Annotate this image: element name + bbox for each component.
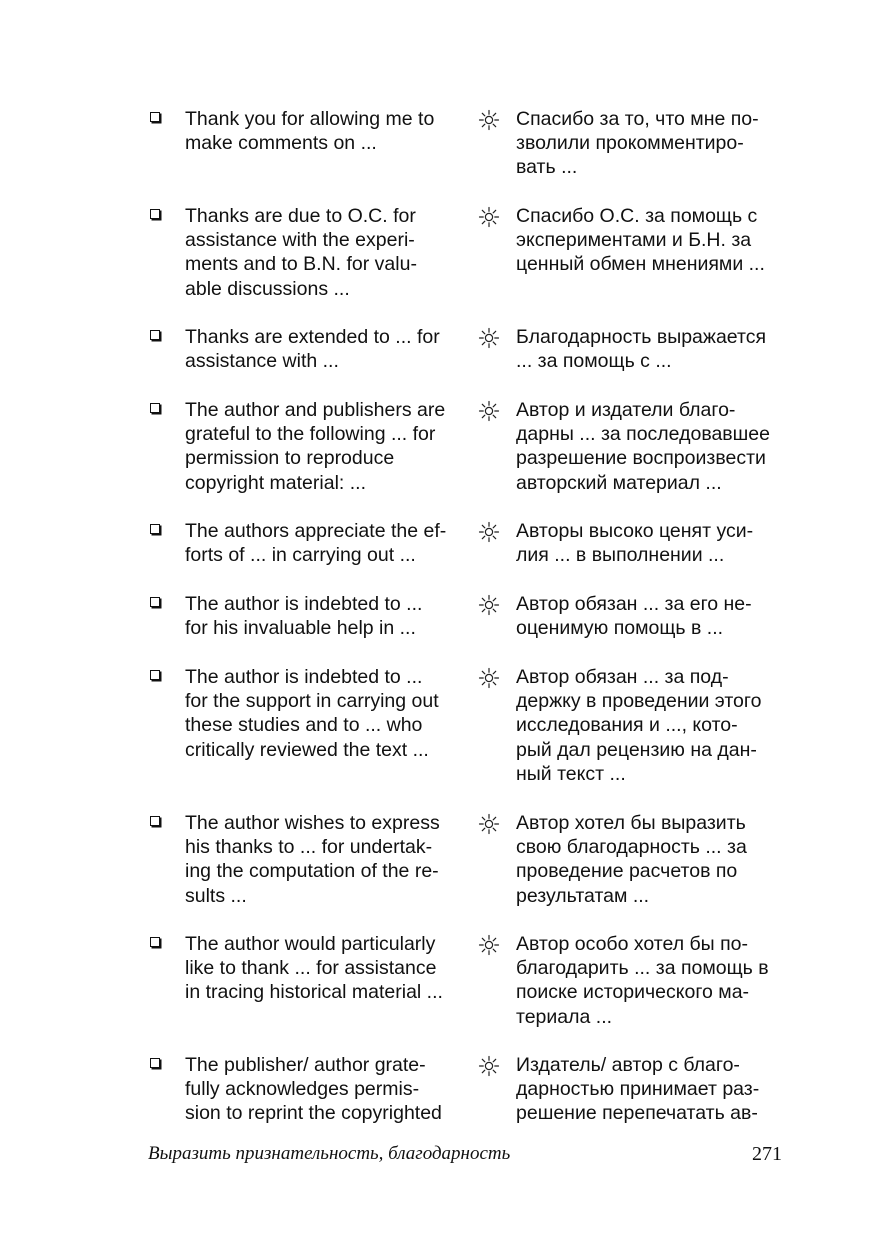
sun-icon [478, 206, 500, 228]
checkbox-square-icon [150, 1058, 160, 1068]
checkbox-square-icon [150, 209, 160, 219]
checkbox-square-icon [150, 112, 160, 122]
english-phrase: The author would particularly like to thank ... for assistance in tracing historical material ... [185, 933, 443, 1004]
russian-translation: Авторы высоко ценят уси- лия ... в выполнении ... [516, 520, 754, 567]
english-phrase: Thanks are due to O.C. for assistance with the experi- ments and to B.N. for valu- able discussions ... [185, 205, 417, 300]
english-phrase: The author and publishers are grateful to the following ... for permission to reproduce copyright material: ... [185, 399, 446, 494]
english-phrase: The publisher/ author grate- fully acknowledges permis- sion to reprint the copyrighted [185, 1054, 442, 1125]
russian-translation: Автор особо хотел бы по- благодарить ... за помощь в поиске исторического ма- териала ... [516, 933, 769, 1028]
sun-icon [478, 521, 500, 543]
russian-translation: Автор обязан ... за под- держку в проведении этого исследования и ..., кото- рый дал рецензию на дан- ный текст ... [516, 666, 762, 785]
sun-icon [478, 327, 500, 349]
sun-icon [478, 1055, 500, 1077]
checkbox-square-icon [150, 597, 160, 607]
english-phrase: Thanks are extended to ... for assistance with ... [185, 326, 440, 373]
russian-translation: Спасибо за то, что мне по- зволили прокомментиро- вать ... [516, 108, 759, 179]
sun-icon [478, 934, 500, 956]
checkbox-square-icon [150, 403, 160, 413]
sun-icon [478, 109, 500, 131]
russian-translation: Благодарность выражается ... за помощь с ... [516, 326, 767, 373]
sun-icon [478, 813, 500, 835]
english-phrase: The author is indebted to ... for the support in carrying out these studies and to ... who critically reviewed the text ... [185, 666, 439, 761]
checkbox-square-icon [150, 937, 160, 947]
russian-translation: Издатель/ автор с благо- дарностью принимает раз- решение перепечатать ав- [516, 1054, 760, 1125]
page-number: 271 [752, 1143, 782, 1165]
running-footer-title: Выразить признательность, благодарность [148, 1143, 511, 1164]
sun-icon [478, 667, 500, 689]
sun-icon [478, 400, 500, 422]
russian-translation: Автор обязан ... за его не- оценимую помощь в ... [516, 593, 752, 640]
english-phrase: Thank you for allowing me to make comments on ... [185, 108, 435, 155]
sun-icon [478, 594, 500, 616]
checkbox-square-icon [150, 670, 160, 680]
english-phrase: The author wishes to express his thanks to ... for undertak- ing the computation of the re- sults ... [185, 812, 440, 907]
checkbox-square-icon [150, 330, 160, 340]
russian-translation: Спасибо О.С. за помощь с экспериментами и Б.Н. за ценный обмен мнениями ... [516, 205, 765, 276]
checkbox-square-icon [150, 816, 160, 826]
checkbox-square-icon [150, 524, 160, 534]
english-phrase: The authors appreciate the ef- forts of ... in carrying out ... [185, 520, 447, 567]
russian-translation: Автор хотел бы выразить свою благодарность ... за проведение расчетов по результатам ... [516, 812, 747, 907]
english-phrase: The author is indebted to ... for his invaluable help in ... [185, 593, 423, 640]
russian-translation: Автор и издатели благо- дарны ... за последовавшее разрешение воспроизвести авторский материал ... [516, 399, 770, 494]
